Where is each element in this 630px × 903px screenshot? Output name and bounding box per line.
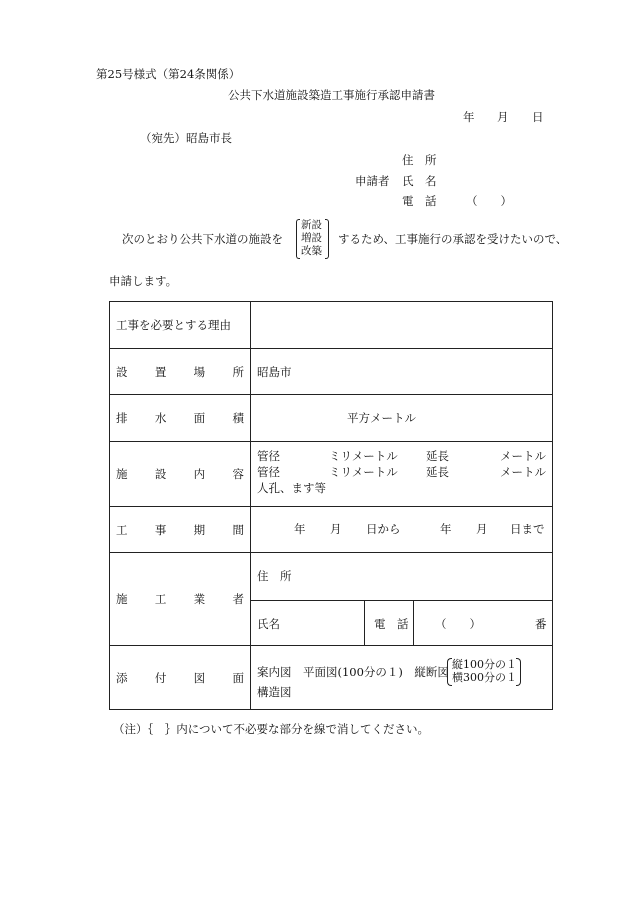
period-end-month: 月 (476, 522, 488, 536)
table-row-contractor (110, 553, 553, 646)
pipe-mm-unit-2: ミリメートル (329, 465, 398, 479)
pipe-diameter-label-1: 管径 (257, 449, 280, 463)
table-row-attachments (110, 646, 553, 710)
attach-line2: 構造図 (257, 685, 292, 699)
length-unit-2: メートル (500, 465, 546, 479)
table-row-reason (110, 302, 553, 349)
location-label: 設 置 場 所 (116, 364, 244, 379)
option-rebuild: 改築 (301, 245, 322, 257)
body-prefix: 次のとおり公共下水道の施設を (122, 232, 283, 246)
attach-line1: 案内図 平面図(100分の１) 縦断図 (257, 665, 449, 679)
right-brace (325, 219, 329, 259)
applicant-address-label: 住 所 (402, 153, 437, 167)
pipe-mm-unit-1: ミリメートル (329, 449, 398, 463)
reason-value-cell[interactable] (251, 302, 553, 349)
period-label: 工 事 期 間 (116, 522, 244, 537)
note: （注）｛ ｝内について不必要な部分を線で消してください。 (113, 722, 430, 736)
attach-scale-vertical: 縦100分の１ (452, 658, 517, 671)
table-row-location (110, 349, 553, 395)
table-row-drainage (110, 395, 553, 442)
period-start-month: 月 (330, 522, 342, 536)
left-brace (296, 219, 300, 259)
drainage-label: 排 水 面 積 (116, 411, 244, 425)
drainage-value: 平方メートル (347, 411, 416, 425)
applicant-phone-paren: （ ） (466, 194, 512, 208)
reason-label: 工事を必要とする理由 (116, 318, 231, 332)
length-unit-1: メートル (500, 449, 546, 463)
contractor-phone-suffix: 番 (535, 617, 547, 631)
manhole-label: 人孔、ます等 (257, 481, 326, 495)
body-line2: 申請します。 (109, 274, 178, 288)
date-month: 月 (497, 110, 509, 124)
contractor-address-label: 住 所 (257, 569, 292, 583)
date-day: 日 (532, 110, 544, 124)
contractor-vline-1 (364, 600, 365, 645)
scale-right-paren (516, 658, 521, 686)
option-extend: 増設 (301, 232, 322, 244)
attach-scale-horizontal: 横300分の１ (452, 671, 517, 684)
applicant-label: 申請者 (355, 174, 390, 188)
contractor-name-label: 氏名 (257, 617, 280, 631)
period-end-day: 日まで (510, 522, 545, 536)
length-label-2: 延長 (426, 465, 449, 479)
length-label-1: 延長 (426, 449, 449, 463)
option-new: 新設 (301, 219, 322, 231)
contractor-divider (251, 600, 552, 601)
period-start-day: 日から (366, 522, 401, 536)
contractor-vline-2 (413, 600, 414, 645)
addressee: （宛先）昭島市長 (140, 131, 232, 145)
contractor-phone-paren: （ ） (435, 617, 481, 631)
attach-label: 添 付 図 面 (116, 670, 244, 685)
pipe-diameter-label-2: 管径 (257, 465, 280, 479)
period-end-year: 年 (440, 522, 452, 536)
form-number: 第25号様式（第24条関係） (96, 67, 241, 81)
applicant-name-label: 氏 名 (402, 174, 437, 188)
contractor-label: 施 工 業 者 (116, 592, 244, 606)
body-suffix: するため、工事施行の承認を受けたいので、 (338, 232, 568, 246)
table-row-facility (110, 442, 553, 507)
applicant-phone-label: 電 話 (402, 194, 437, 208)
date-year: 年 (463, 110, 475, 124)
application-table (109, 301, 553, 710)
page-title: 公共下水道施設築造工事施行承認申請書 (228, 88, 435, 102)
location-value: 昭島市 (257, 364, 292, 379)
period-start-year: 年 (294, 522, 306, 536)
table-row-period (110, 507, 553, 553)
contractor-phone-label: 電 話 (374, 617, 409, 631)
facility-label: 施 設 内 容 (116, 467, 244, 481)
